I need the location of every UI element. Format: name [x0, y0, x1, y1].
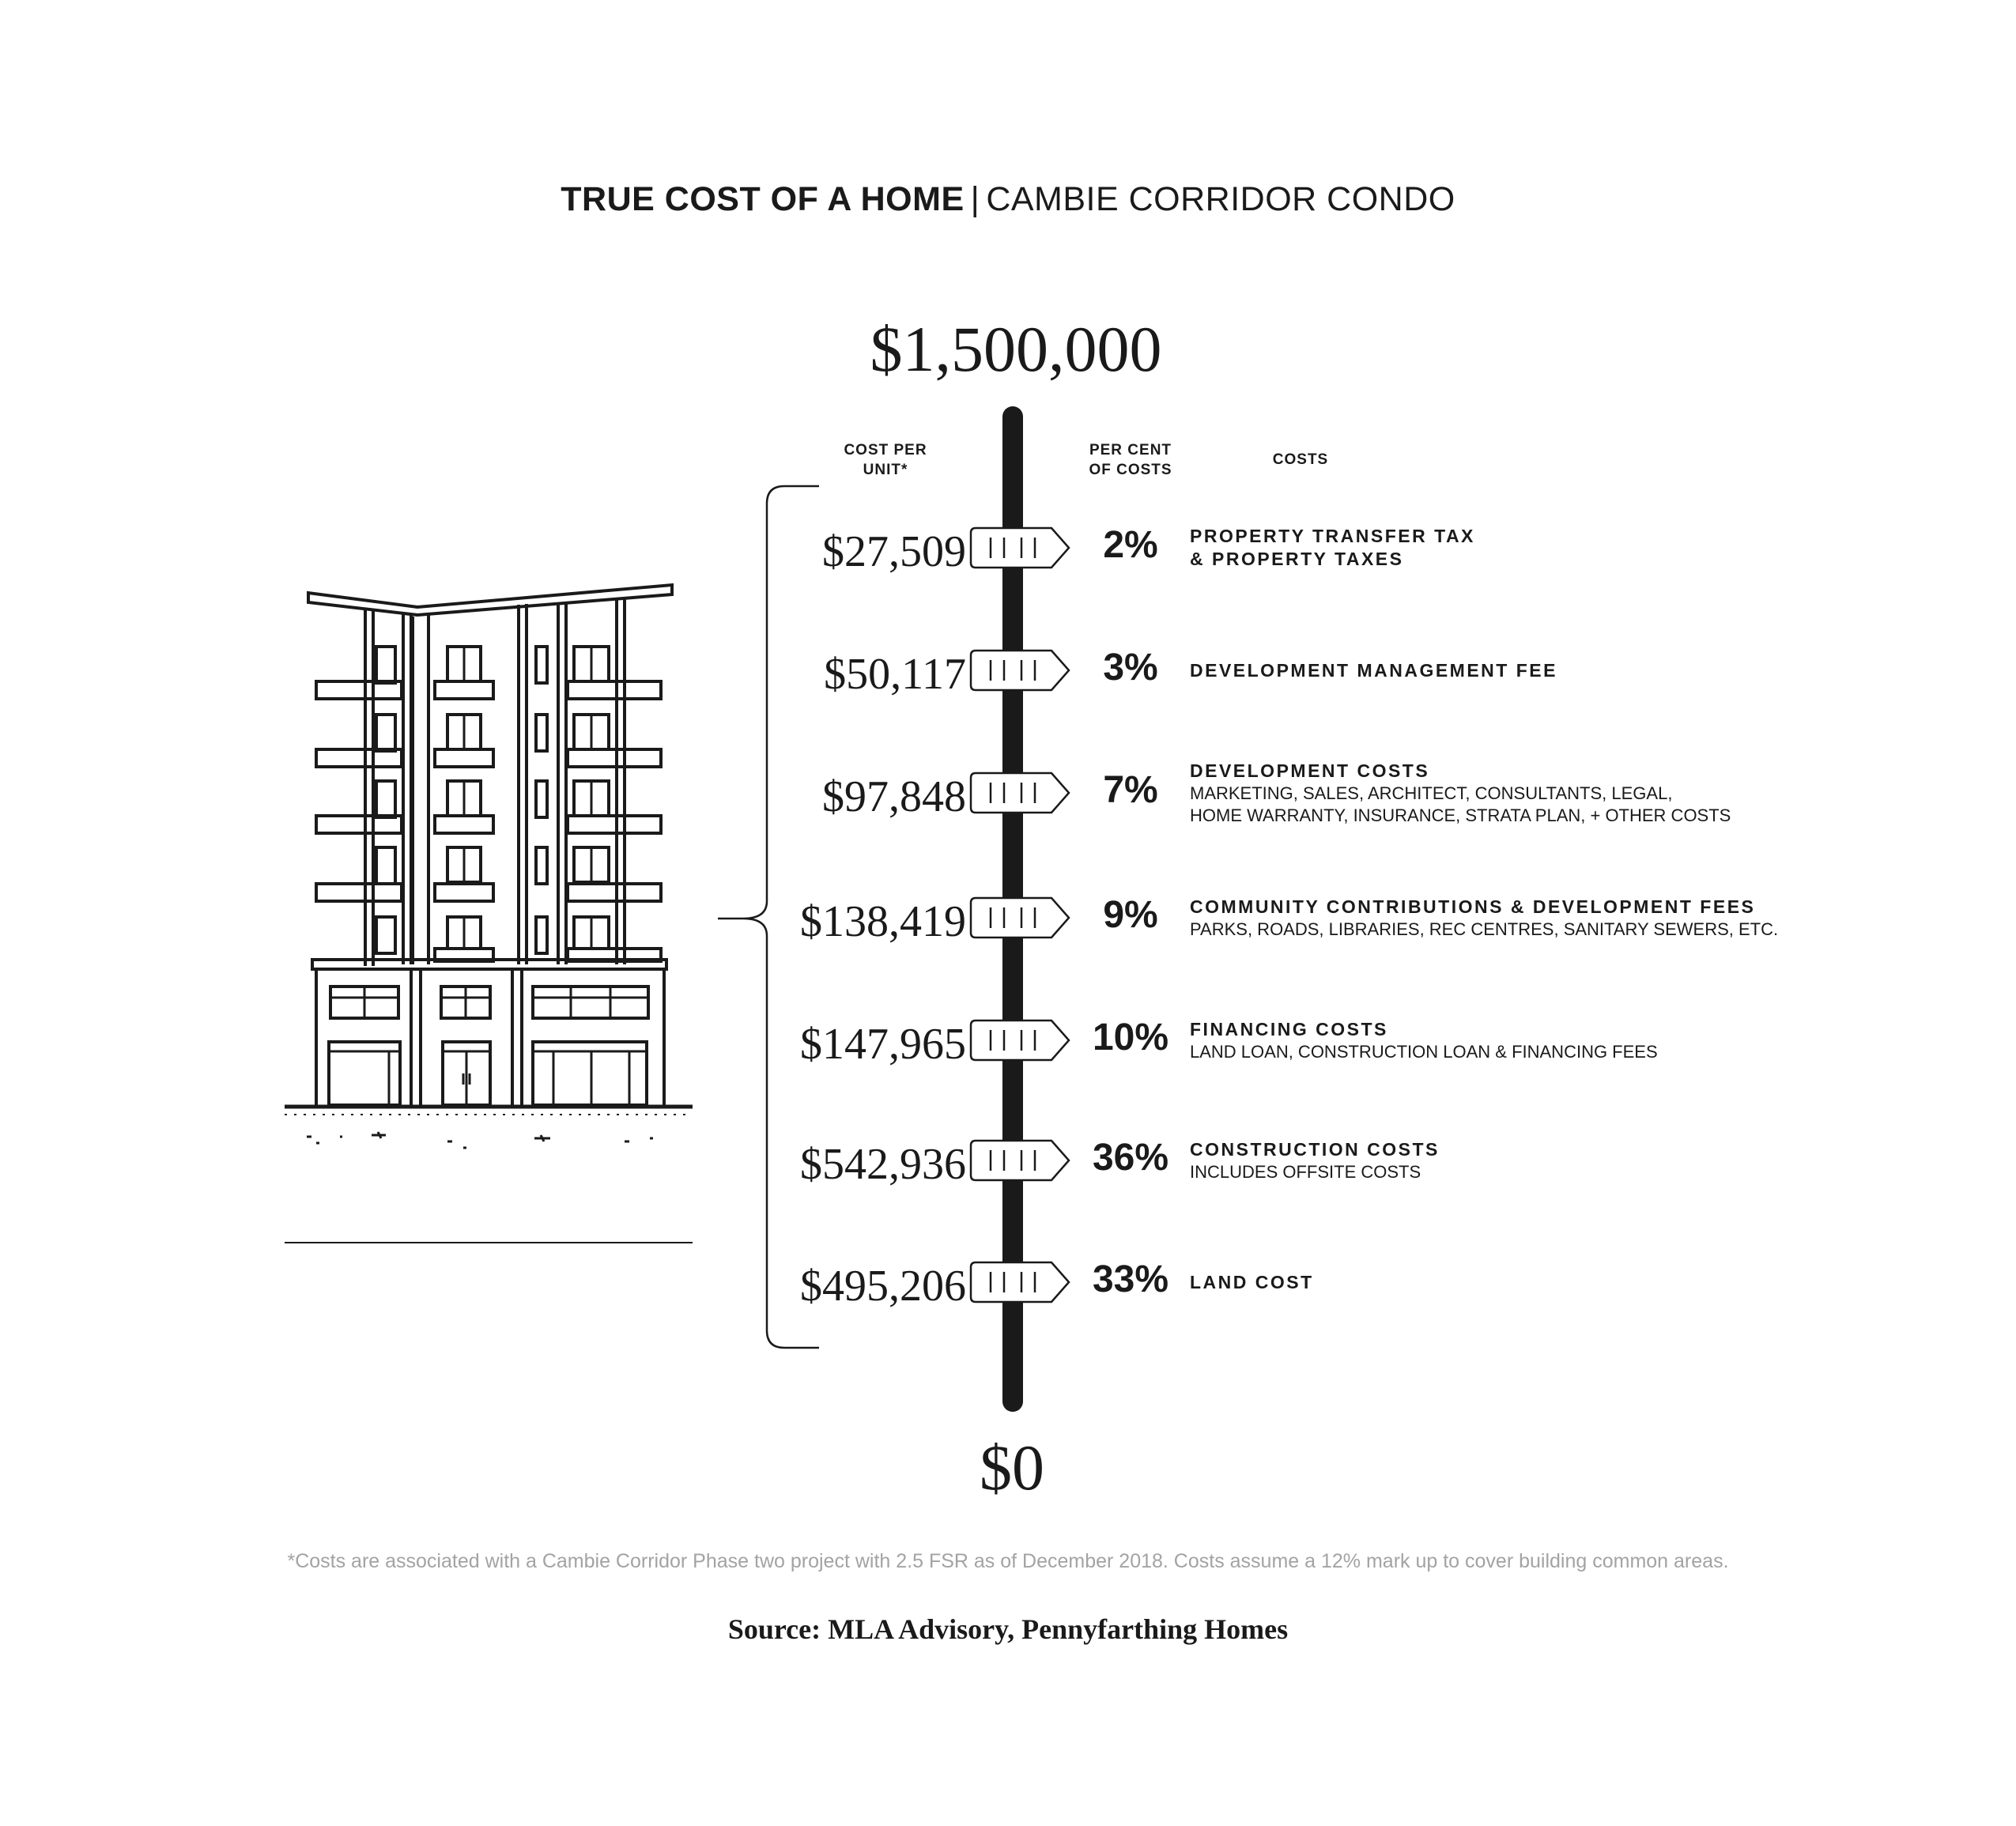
cost-label-line2: & PROPERTY TAXES [1190, 549, 1404, 569]
footnote: *Costs are associated with a Cambie Corridor Phase two project with 2.5 FSR as of December 2018. Costs assume a 12% mark up to cover building common areas. [287, 1550, 1729, 1572]
cost-percent: 33% [1092, 1258, 1169, 1300]
cost-detail: HOME WARRANTY, INSURANCE, STRATA PLAN, + OTHER COSTS [1190, 805, 1731, 825]
cost-percent: 10% [1092, 1017, 1169, 1058]
cost-amount: $27,509 [822, 527, 966, 576]
cost-detail: MARKETING, SALES, ARCHITECT, CONSULTANTS, LEGAL, [1190, 783, 1673, 803]
cost-detail: INCLUDES OFFSITE COSTS [1190, 1161, 1421, 1182]
header-cost-per-unit-line1: COST PER [844, 442, 927, 458]
cost-label: FINANCING COSTS [1190, 1018, 1388, 1039]
cost-amount: $97,848 [822, 772, 966, 821]
cost-description [1190, 504, 1901, 591]
cost-amount: $138,419 [800, 897, 966, 946]
scale-top-label: $1,500,000 [870, 313, 1162, 385]
cost-label: LAND COST [1190, 1271, 1314, 1292]
cost-label: CONSTRUCTION COSTS [1190, 1138, 1440, 1160]
cost-detail: PARKS, ROADS, LIBRARIES, REC CENTRES, SANITARY SEWERS, ETC. [1190, 919, 1779, 939]
cost-row [0, 504, 2016, 591]
cost-percent: 36% [1092, 1137, 1169, 1179]
header-per-cent-line2: OF COSTS [1089, 462, 1172, 478]
title-bold: TRUE COST OF A HOME [561, 180, 965, 218]
header-costs: COSTS [1272, 451, 1329, 468]
cost-row [0, 1239, 2016, 1326]
cost-amount: $495,206 [800, 1262, 966, 1311]
cost-label: PROPERTY TRANSFER TAX [1190, 526, 1475, 546]
cost-percent: 9% [1103, 894, 1158, 936]
cost-amount: $542,936 [800, 1140, 966, 1189]
cost-detail: LAND LOAN, CONSTRUCTION LOAN & FINANCING FEES [1190, 1041, 1658, 1062]
cost-label: COMMUNITY CONTRIBUTIONS & DEVELOPMENT FEES [1190, 896, 1756, 917]
cost-percent: 2% [1103, 524, 1158, 566]
cost-description [1190, 874, 1901, 961]
cost-row [0, 874, 2016, 961]
cost-amount: $50,117 [824, 650, 966, 699]
cost-percent: 3% [1103, 647, 1158, 689]
header-cost-per-unit [822, 440, 949, 480]
title-light: CAMBIE CORRIDOR CONDO [986, 180, 1455, 218]
cost-amount: $147,965 [800, 1020, 966, 1069]
header-per-cent-line1: PER CENT [1089, 442, 1172, 458]
source-credit: Source: MLA Advisory, Pennyfarthing Homes [727, 1613, 1289, 1645]
cost-description [1190, 1117, 1901, 1204]
cost-row [0, 997, 2016, 1084]
cost-description [1190, 749, 1901, 836]
scale-bottom-label: $0 [980, 1432, 1044, 1503]
header-per-cent [1063, 440, 1198, 480]
cost-label: DEVELOPMENT MANAGEMENT FEE [1190, 659, 1557, 681]
cost-row [0, 627, 2016, 714]
cost-description [1190, 627, 1901, 714]
cost-description [1190, 997, 1901, 1084]
cost-description [1190, 1239, 1901, 1326]
cost-row [0, 749, 2016, 836]
cost-label: DEVELOPMENT COSTS [1190, 760, 1430, 781]
title-separator: | [970, 180, 980, 218]
header-cost-per-unit-line2: UNIT* [863, 462, 908, 478]
cost-percent: 7% [1103, 769, 1158, 811]
cost-row [0, 1117, 2016, 1204]
